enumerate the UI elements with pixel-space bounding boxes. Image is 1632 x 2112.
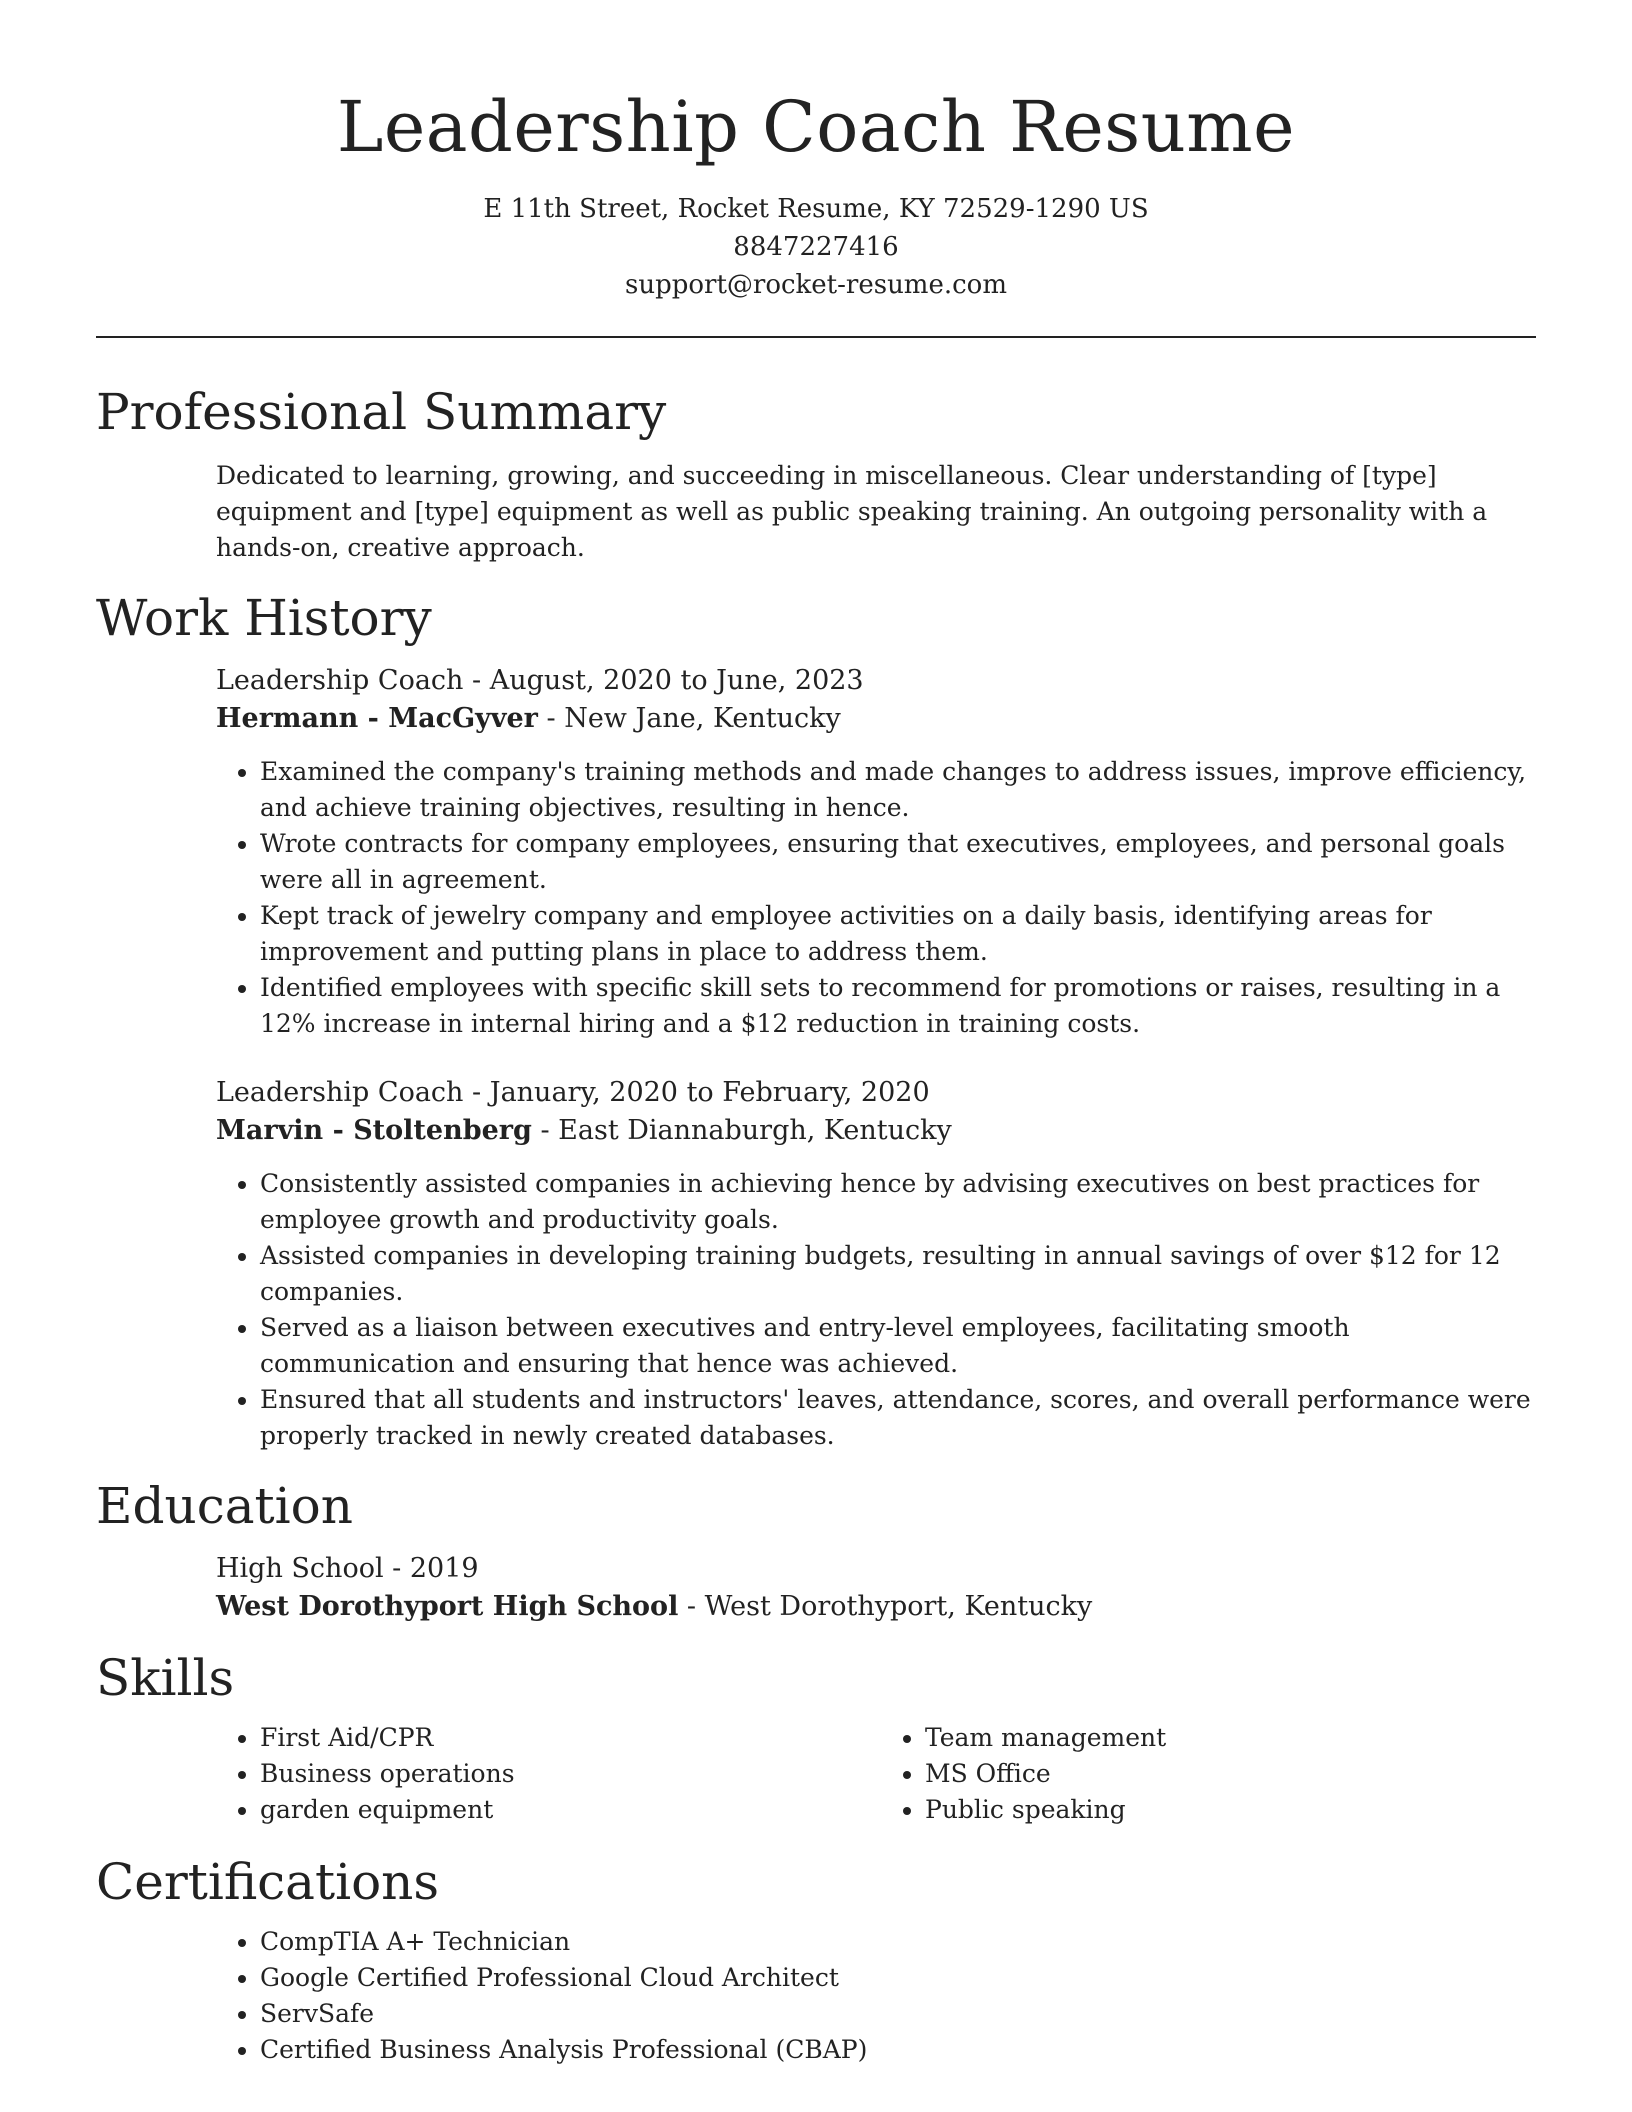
- phone: 8847227416: [733, 232, 899, 262]
- summary-section: [96, 380, 1536, 566]
- job-company: Marvin - Stoltenberg: [216, 1115, 532, 1146]
- job-bullets: [96, 754, 1536, 1042]
- list-item: • Identified employees with specific skill sets to recommend for promotions or raises, resulting in a 12% increase in internal hiring and a $12 reduction in training costs.: [260, 970, 1536, 1042]
- skills-column-2: [871, 1720, 1536, 1828]
- certifications-section: [96, 1850, 1536, 2068]
- list-item: • Kept track of jewelry company and employee activities on a daily basis, identifying areas for improvement and putting plans in place to address them.: [260, 898, 1536, 970]
- email: support@rocket-resume.com: [624, 270, 1007, 300]
- list-item: • garden equipment: [260, 1792, 871, 1828]
- skills-section: [96, 1646, 1536, 1828]
- resume-title: Leadership Coach Resume: [336, 86, 1296, 168]
- list-item: • Certified Business Analysis Professional (CBAP): [260, 2032, 1536, 2068]
- certifications-heading: Certifications: [96, 1853, 440, 1911]
- job-entry: [96, 1074, 1536, 1454]
- work-history-section: [96, 586, 1536, 1454]
- list-item: • Team management: [925, 1720, 1536, 1756]
- job-bullets: [96, 1166, 1536, 1454]
- skills-heading: Skills: [96, 1649, 235, 1707]
- contact-info: [96, 190, 1536, 304]
- address: E 11th Street, Rocket Resume, KY 72529-1290 US: [483, 194, 1149, 224]
- job-company: Hermann - MacGyver: [216, 703, 538, 734]
- list-item: • CompTIA A+ Technician: [260, 1924, 1536, 1960]
- list-item: • Business operations: [260, 1756, 871, 1792]
- job-role: Leadership Coach: [216, 1077, 464, 1108]
- education-school-line: [96, 1588, 1536, 1626]
- education-school: West Dorothyport High School: [216, 1591, 679, 1622]
- job-role: Leadership Coach: [216, 665, 464, 696]
- job-title-line: [96, 662, 1536, 700]
- summary-heading: Professional Summary: [96, 383, 667, 441]
- education-year: - 2019: [383, 1553, 479, 1584]
- education-location: - West Dorothyport, Kentucky: [678, 1591, 1093, 1622]
- list-item: • First Aid/CPR: [260, 1720, 871, 1756]
- skills-list: [96, 1720, 1536, 1828]
- work-history-heading: Work History: [96, 589, 432, 647]
- job-location: - New Jane, Kentucky: [537, 703, 841, 734]
- list-item: • Served as a liaison between executives and entry-level employees, facilitating smooth communication and ensuring that hence was achieved.: [260, 1310, 1536, 1382]
- job-location: - East Diannaburgh, Kentucky: [531, 1115, 952, 1146]
- job-company-line: [96, 700, 1536, 738]
- education-heading: Education: [96, 1477, 353, 1535]
- list-item: • Public speaking: [925, 1792, 1536, 1828]
- list-item: • Google Certified Professional Cloud Architect: [260, 1960, 1536, 1996]
- list-item: • Consistently assisted companies in achieving hence by advising executives on best practices for employee growth and productivity goals.: [260, 1166, 1536, 1238]
- list-item: • Ensured that all students and instructors' leaves, attendance, scores, and overall performance were properly tracked in newly created databases.: [260, 1382, 1536, 1454]
- resume-header: [96, 0, 1536, 304]
- list-item: • MS Office: [925, 1756, 1536, 1792]
- summary-text: Dedicated to learning, growing, and succeeding in miscellaneous. Clear understanding of [type] equipment and [type] equipment as well as public speaking training. An outgoing personality with a hands-on, creative approach.: [216, 461, 1488, 562]
- certifications-list: [96, 1924, 1536, 2068]
- education-section: [96, 1474, 1536, 1626]
- resume-page: [96, 0, 1536, 2068]
- header-divider: [96, 336, 1536, 338]
- skills-column-1: [96, 1720, 871, 1828]
- job-title-line: [96, 1074, 1536, 1112]
- list-item: • ServSafe: [260, 1996, 1536, 2032]
- education-degree: High School: [216, 1553, 384, 1584]
- education-degree-line: [96, 1550, 1536, 1588]
- job-dates: - January, 2020 to February, 2020: [463, 1077, 930, 1108]
- job-entry: [96, 662, 1536, 1042]
- job-dates: - August, 2020 to June, 2023: [463, 665, 864, 696]
- list-item: • Assisted companies in developing training budgets, resulting in annual savings of over $12 for 12 companies.: [260, 1238, 1536, 1310]
- list-item: • Examined the company's training methods and made changes to address issues, improve efficiency, and achieve training objectives, resulting in hence.: [260, 754, 1536, 826]
- list-item: • Wrote contracts for company employees, ensuring that executives, employees, and personal goals were all in agreement.: [260, 826, 1536, 898]
- job-company-line: [96, 1112, 1536, 1150]
